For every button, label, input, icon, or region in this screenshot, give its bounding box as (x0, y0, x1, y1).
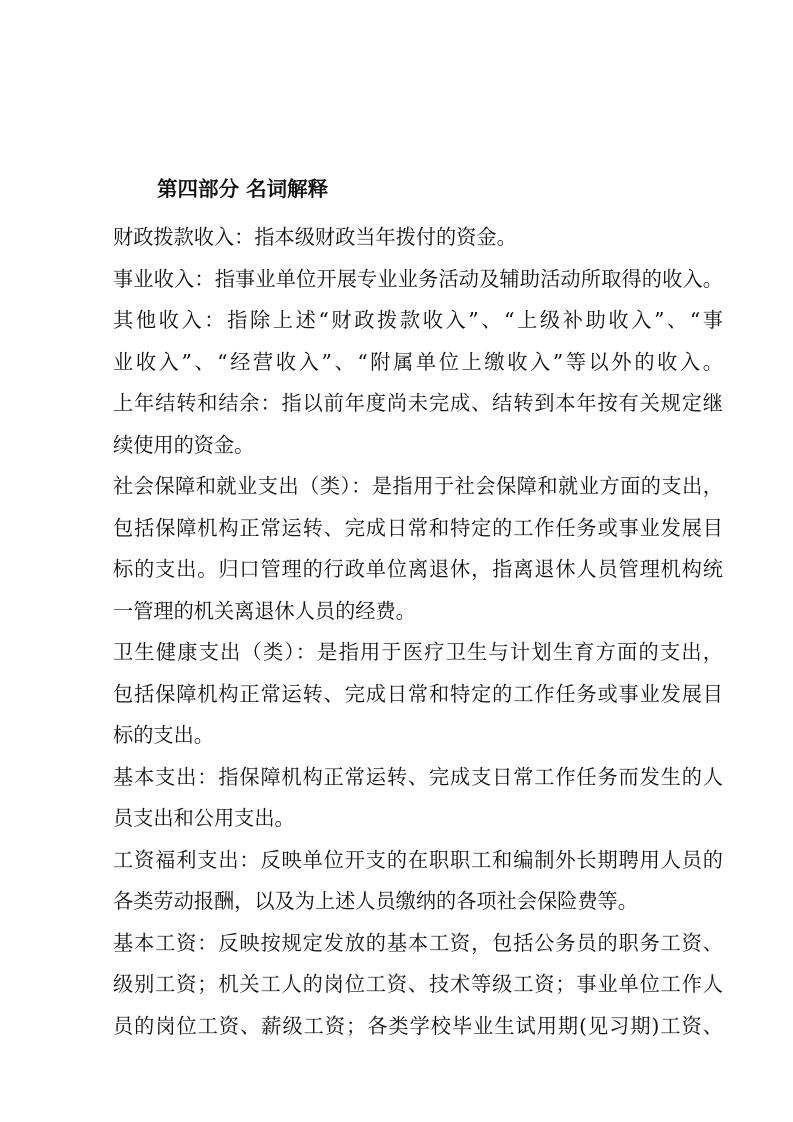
paragraph-line: 标的支出。归口管理的行政单位离退休，指离退休人员管理机构统 (113, 557, 723, 581)
paragraph-line: 一管理的机关离退休人员的经费。 (113, 598, 416, 623)
paragraph-line: 卫生健康支出（类）：是指用于医疗卫生与计划生育方面的支出， (113, 640, 723, 664)
paragraph-line: 基本支出：指保障机构正常运转、完成支日常工作任务而发生的人 (113, 764, 723, 789)
paragraph-line: 员的岗位工资、薪级工资；各类学校毕业生试用期(见习期)工资、 (113, 1013, 723, 1038)
term-paragraph-fiscal-appropriation-income (113, 217, 723, 259)
paragraph-line: 包括保障机构正常运转、完成日常和特定的工作任务或事业发展目 (113, 515, 723, 540)
term-paragraph-basic-wage (113, 923, 723, 1048)
term-paragraph-basic-expenditure (113, 757, 723, 840)
paragraph-line: 各类劳动报酬，以及为上述人员缴纳的各项社会保险费等。 (113, 889, 638, 913)
term-paragraph-business-income (113, 259, 723, 301)
paragraph-line: 其他收入：指除上述“财政拨款收入”、“上级补助收入”、“事 (113, 308, 723, 332)
paragraph-line: 工资福利支出：反映单位开支的在职职工和编制外长期聘用人员的 (113, 847, 723, 872)
term-paragraph-health-expenditure (113, 632, 723, 757)
document-body (113, 217, 723, 1047)
term-paragraph-wage-welfare-expenditure (113, 840, 723, 923)
paragraph-line: 基本工资：反映按规定发放的基本工资，包括公务员的职务工资、 (113, 930, 723, 955)
term-paragraph-social-security-expenditure (113, 466, 723, 632)
paragraph-line: 财政拨款收入：指本级财政当年拨付的资金。 (113, 225, 517, 249)
paragraph-line: 事业收入：指事业单位开展专业业务活动及辅助活动所取得的收入。 (113, 266, 723, 291)
paragraph-line: 续使用的资金。 (113, 432, 255, 457)
paragraph-line: 包括保障机构正常运转、完成日常和特定的工作任务或事业发展目 (113, 681, 723, 706)
paragraph-line: 员支出和公用支出。 (113, 806, 295, 830)
paragraph-line: 上年结转和结余：指以前年度尚未完成、结转到本年按有关规定继 (113, 391, 723, 415)
term-paragraph-carryover-balance (113, 383, 723, 466)
paragraph-line: 标的支出。 (113, 723, 214, 747)
page-title: 第四部分 名词解释 (157, 177, 329, 201)
term-paragraph-other-income (113, 300, 723, 383)
paragraph-line: 社会保障和就业支出（类）：是指用于社会保障和就业方面的支出， (113, 474, 723, 498)
paragraph-line: 级别工资；机关工人的岗位工资、技术等级工资；事业单位工作人 (113, 972, 723, 996)
paragraph-line: 业收入”、“经营收入”、“附属单位上缴收入”等以外的收入。 (113, 349, 723, 374)
